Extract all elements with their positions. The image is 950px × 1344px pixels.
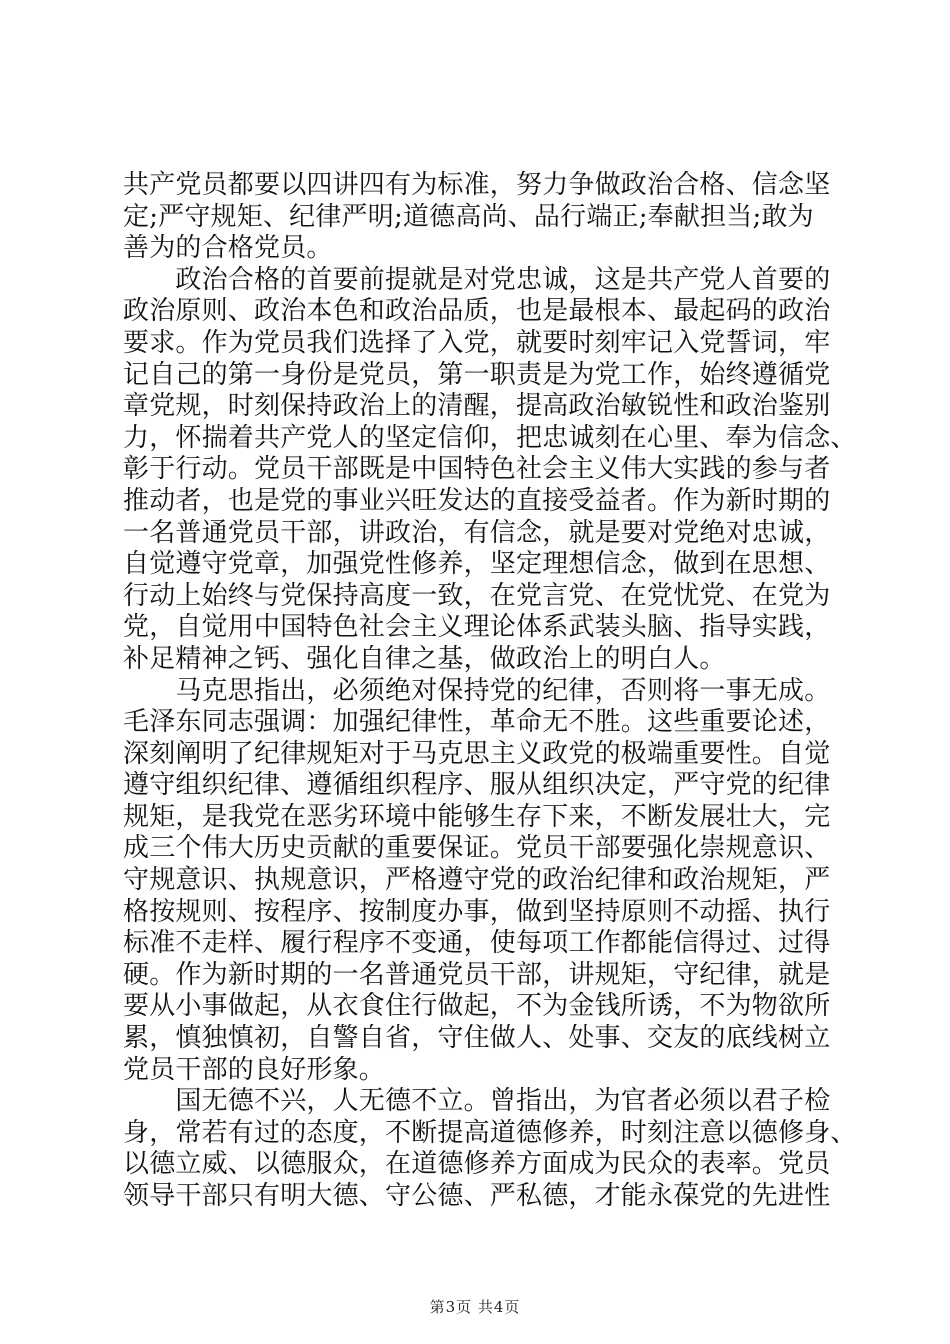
text-line: 守规意识、执规意识，严格遵守党的政治纪律和政治规矩，严 — [123, 865, 831, 896]
text-line: 推动者，也是党的事业兴旺发达的直接受益者。作为新时期的 — [123, 485, 831, 516]
text-line: 标准不走样、履行程序不变通，使每项工作都能信得过、过得 — [123, 928, 831, 959]
text-line: 章党规，时刻保持政治上的清醒，提高政治敏锐性和政治鉴别 — [123, 391, 831, 422]
text-line: 记自己的第一身份是党员，第一职责是为党工作，始终遵循党 — [123, 359, 831, 390]
text-line: 共产党员都要以四讲四有为标准，努力争做政治合格、信念坚 — [123, 170, 831, 200]
body-text — [123, 170, 857, 1213]
text-line: 成三个伟大历史贡献的重要保证。党员干部要强化崇规意识、 — [123, 833, 831, 864]
text-line: 彰于行动。党员干部既是中国特色社会主义伟大实践的参与者 — [123, 454, 831, 485]
text-line: 政治原则、政治本色和政治品质，也是最根本、最起码的政治 — [123, 296, 831, 327]
text-line: 补足精神之钙、强化自律之基，做政治上的明白人。 — [123, 643, 726, 674]
text-line: 自觉遵守党章，加强党性修养，坚定理想信念，做到在思想、 — [123, 549, 831, 580]
text-line: 身，常若有过的态度，不断提高道德修养，时刻注意以德修身、 — [123, 1117, 857, 1148]
text-line: 累，慎独慎初，自警自省，守住做人、处事、交友的底线树立 — [123, 1023, 831, 1054]
text-line: 格按规则、按程序、按制度办事，做到坚持原则不动摇、执行 — [123, 896, 831, 927]
text-line: 定;严守规矩、纪律严明;道德高尚、品行端正;奉献担当;敢为 — [123, 201, 814, 232]
text-line: 以德立威、以德服众，在道德修养方面成为民众的表率。党员 — [123, 1149, 831, 1180]
text-line: 国无德不兴，人无德不立。曾指出，为官者必须以君子检 — [123, 1086, 831, 1117]
text-line: 要求。作为党员我们选择了入党，就要时刻牢记入党誓词，牢 — [123, 327, 831, 358]
text-line: 硬。作为新时期的一名普通党员干部，讲规矩，守纪律，就是 — [123, 959, 831, 990]
text-line: 党，自觉用中国特色社会主义理论体系武装头脑、指导实践， — [123, 612, 831, 643]
text-line: 毛泽东同志强调：加强纪律性，革命无不胜。这些重要论述， — [123, 707, 831, 738]
page-number-footer: 第3页 共4页 — [429, 1298, 521, 1316]
text-line: 领导干部只有明大德、守公德、严私德，才能永葆党的先进性 — [123, 1181, 831, 1211]
text-line: 政治合格的首要前提就是对党忠诚，这是共产党人首要的 — [123, 264, 831, 295]
text-line: 规矩，是我党在恶劣环境中能够生存下来，不断发展壮大，完 — [123, 801, 831, 832]
text-line: 力，怀揣着共产党人的坚定信仰，把忠诚刻在心里、奉为信念、 — [123, 422, 857, 453]
text-line: 行动上始终与党保持高度一致，在党言党、在党忧党、在党为 — [123, 580, 831, 611]
text-line: 深刻阐明了纪律规矩对于马克思主义政党的极端重要性。自觉 — [123, 738, 831, 769]
text-line: 马克思指出，必须绝对保持党的纪律，否则将一事无成。 — [123, 675, 831, 706]
text-line: 遵守组织纪律、遵循组织程序、服从组织决定，严守党的纪律 — [123, 770, 831, 801]
text-line: 要从小事做起，从衣食住行做起，不为金钱所诱，不为物欲所 — [123, 991, 831, 1022]
text-line: 善为的合格党员。 — [123, 233, 333, 264]
text-line: 一名普通党员干部，讲政治，有信念，就是要对党绝对忠诚， — [123, 517, 831, 548]
text-line: 党员干部的良好形象。 — [123, 1054, 386, 1085]
